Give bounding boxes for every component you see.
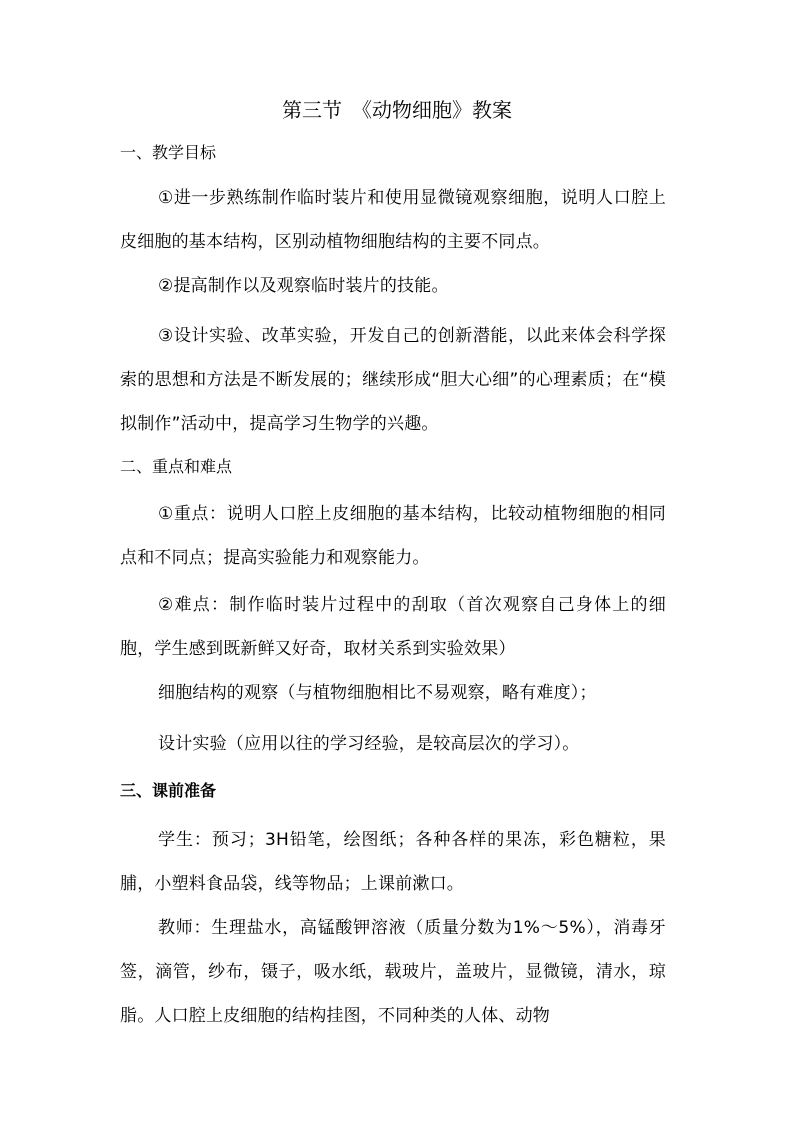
objective-paragraph-3: ③设计实验、改革实验，开发自己的创新潜能，以此来体会科学探索的思想和方法是不断发展的；继续形成“胆大心细”的心理素质；在“模拟制作”活动中，提高学习生物学的兴趣。 [120, 326, 666, 434]
section-heading-objectives: 一、教学目标 [120, 143, 217, 162]
objective-paragraph-2: ②提高制作以及观察临时装片的技能。 [158, 276, 449, 296]
key-point-paragraph-4: 设计实验（应用以往的学习经验，是较高层次的学习）。 [158, 734, 580, 754]
section-heading-preparation: 三、课前准备 [120, 781, 217, 800]
section-heading-key-points: 二、重点和难点 [120, 457, 233, 476]
objective-paragraph-1: ①进一步熟练制作临时装片和使用显微镜观察细胞，说明人口腔上皮细胞的基本结构，区别动植物细胞结构的主要不同点。 [120, 188, 666, 252]
preparation-paragraph-teacher: 教师：生理盐水，高锰酸钾溶液（质量分数为1%～5%），消毒牙签，滴管，纱布，镊子，吸水纸，载玻片，盖玻片，显微镜，清水，琼脂。人口腔上皮细胞的结构挂图，不同种类的人体、动物 [120, 918, 666, 1026]
key-point-paragraph-3: 细胞结构的观察（与植物细胞相比不易观察，略有难度）； [158, 683, 597, 703]
key-point-paragraph-2: ②难点：制作临时装片过程中的刮取（首次观察自己身体上的细胞，学生感到既新鲜又好奇，取材关系到实验效果） [120, 595, 666, 659]
key-point-paragraph-1: ①重点：说明人口腔上皮细胞的基本结构，比较动植物细胞的相同点和不同点；提高实验能力和观察能力。 [120, 504, 666, 568]
page-title: 第三节 《动物细胞》教案 [282, 98, 512, 122]
preparation-paragraph-students: 学生：预习；3H铅笔，绘图纸；各种各样的果冻，彩色糖粒，果脯，小塑料食品袋，线等物品；上课前漱口。 [120, 830, 666, 894]
